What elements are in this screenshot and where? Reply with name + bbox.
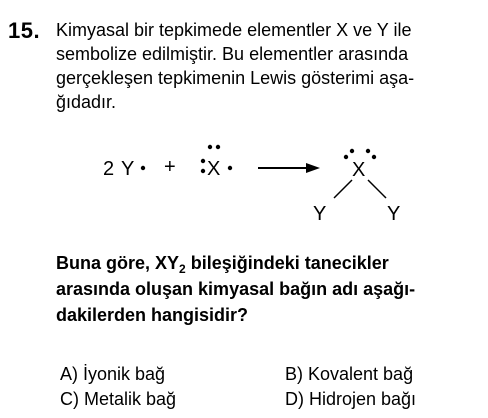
bond-right [368, 180, 386, 198]
prompt-line-3: dakilerden hangisidir? [56, 305, 249, 325]
question-number: 15. [8, 18, 41, 43]
option-b[interactable]: B) Kovalent bağ [285, 364, 414, 384]
product-y-right: Y [387, 203, 401, 225]
lewis-equation [0, 130, 488, 230]
stem-line-1: Kimyasal bir tepkimede elementler X ve Y ile [56, 20, 412, 40]
plus-sign: + [164, 156, 176, 178]
electron-dot [372, 155, 376, 159]
question-stem [56, 18, 476, 114]
stem-line-3: gerçekleşen tepkimenin Lewis gösterimi aşa- [56, 68, 415, 88]
electron-dot [366, 149, 370, 153]
option-c[interactable]: C) Metalik bağ [60, 389, 177, 409]
option-a[interactable]: A) İyonik bağ [60, 364, 166, 384]
electron-dot [228, 166, 232, 170]
subscript: 2 [179, 262, 186, 276]
coefficient: 2 [103, 158, 115, 180]
question-prompt [56, 250, 481, 328]
product-x: X [352, 159, 366, 181]
reaction-arrow-head [306, 163, 320, 173]
prompt-line-2: arasında oluşan kimyasal bağın adı aşağı- [56, 279, 416, 299]
electron-dot [216, 145, 220, 149]
electron-dot [344, 155, 348, 159]
option-d[interactable]: D) Hidrojen bağı [285, 389, 417, 409]
stem-line-4: ğıdadır. [56, 92, 117, 112]
product-y-left: Y [313, 203, 327, 225]
electron-dot [208, 145, 212, 149]
stem-line-2: sembolize edilmiştir. Bu elementler arasında [56, 44, 409, 64]
prompt-line-1: Buna göre, $XY_2$ bileşiğindeki tanecikler [56, 253, 389, 276]
electron-dot [201, 159, 205, 163]
reactant-x: X [207, 158, 221, 180]
electron-dot [201, 169, 205, 173]
reactant-y: Y [121, 158, 135, 180]
electron-dot [350, 149, 354, 153]
electron-dot [141, 166, 145, 170]
bond-left [334, 180, 352, 198]
